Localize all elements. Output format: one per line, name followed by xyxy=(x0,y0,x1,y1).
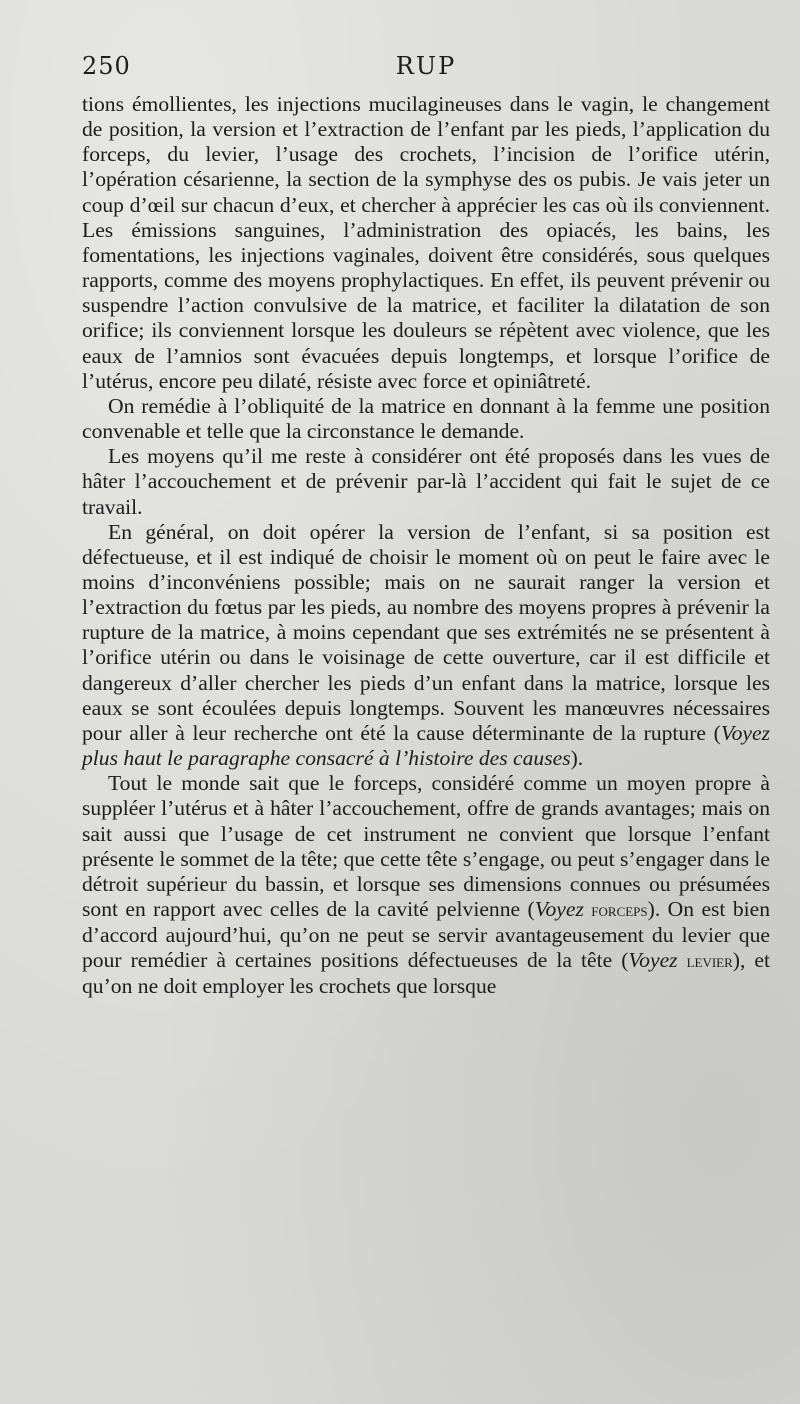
italic-reference: Voyez xyxy=(628,948,678,973)
text-run: Tout le monde sait que le forceps, considéré comme un moyen propre à suppléer l’utérus et à hâter l’accouchement, offre de grands avantages; mais on sait aussi que l’usage de cet instrument ne convient que lorsque l’enfant présente le sommet de la tête; que cette tête s’engage, ou peut s’engager dans le détroit supérieur du bassin, et lorsque ses dimensions connues ou présumées sont en rapport avec celles de la cavité pelvienne ( xyxy=(82,771,770,921)
text-run: On remédie à l’obliquité de la matrice en donnant à la femme une position convenable et telle que la circonstance le demande. xyxy=(82,393,770,444)
paragraph xyxy=(82,92,770,394)
paragraph xyxy=(82,520,770,772)
running-title: RUP xyxy=(395,52,457,80)
text-run: ). xyxy=(570,746,584,771)
smallcaps-term: forceps xyxy=(591,900,648,921)
paragraph xyxy=(82,444,770,519)
text-run: En général, on doit opérer la version de l’enfant, si sa position est défectueuse, et il est indiqué de choisir le moment où on peut le faire avec le moins d’inconvéniens possible; mais on ne saurait ranger la version et l’extraction du fœtus par les pieds, au nombre des moyens propres à prévenir la rupture de la matrice, à moins cependant que ses extrémités ne se présentent à l’orifice utérin ou dans le voisinage de cette ouverture, car il est difficile et dangereux d’aller chercher les pieds d’un enfant dans la matrice, lorsque les eaux se sont écoulées depuis longtemps. Souvent les manœuvres nécessaires pour aller à leur recherche ont été la cause déterminante de la rupture ( xyxy=(82,519,770,745)
paragraph xyxy=(82,771,770,999)
text-run: Les moyens qu’il me reste à considérer ont été proposés dans les vues de hâter l’accouchement et de prévenir par-là l’accident qui fait le sujet de ce travail. xyxy=(82,444,770,519)
page-number: 250 xyxy=(82,52,131,80)
italic-reference: Voyez plus haut le paragraphe consacré à l’histoire des causes xyxy=(82,720,770,771)
text-run: tions émollientes, les injections mucilagineuses dans le vagin, le changement de position, la version et l’extraction de l’enfant par les pieds, l’application du forceps, du levier, l’usage des crochets, l’incision de l’orifice utérin, l’opération césarienne, la section de la symphyse des os pubis. Je vais jeter un coup d’œil sur chacun d’eux, et chercher à apprécier les cas où ils conviennent. Les émissions sanguines, l’administration des opiacés, les bains, les fomentations, les injections vaginales, doivent être considérés, sous quelques rapports, comme des moyens prophylactiques. En effet, ils peuvent prévenir ou suspendre l’action convulsive de la matrice, et faciliter la dilatation de son orifice; ils conviennent lorsque les douleurs se répètent avec violence, que les eaux de l’amnios sont évacuées depuis longtemps, et lorsque l’orifice de l’utérus, encore peu dilaté, résiste avec force et opiniâtreté. xyxy=(82,92,770,393)
paragraph xyxy=(82,394,770,444)
text-run: ), et qu’on ne doit employer les crochets que lorsque xyxy=(82,948,770,999)
italic-reference: Voyez xyxy=(534,897,584,921)
body-text xyxy=(82,92,770,1000)
text-run: ). On est bien d’accord aujourd’hui, qu’on ne peut se servir avantageusement du levier que pour remédier à certaines positions défectueuses de la tête ( xyxy=(82,897,771,973)
text-run xyxy=(678,948,687,972)
running-head xyxy=(82,52,770,88)
smallcaps-term: levier xyxy=(686,951,733,973)
